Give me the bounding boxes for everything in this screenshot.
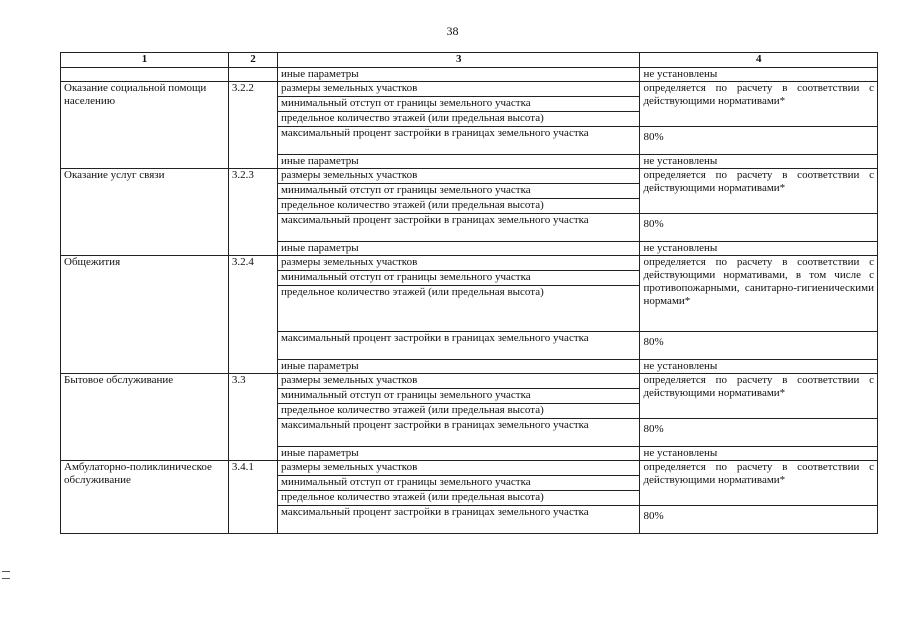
header-col-4: 4 <box>640 53 878 68</box>
norm-value-cell: определяется по расчету в соответствии с действующими нормативами* <box>640 461 878 506</box>
parameter-cell: предельное количество этажей (или предельная высота) <box>278 286 640 332</box>
norm-value-cell: определяется по расчету в соответствии с действующими нормативами* <box>640 82 878 127</box>
parameter-cell: предельное количество этажей (или предельная высота) <box>278 199 640 214</box>
parameter-cell: максимальный процент застройки в границах земельного участка <box>278 419 640 447</box>
table-row <box>61 461 878 476</box>
use-name-cell: Общежития <box>61 256 229 374</box>
parameter-cell: предельное количество этажей (или предельная высота) <box>278 404 640 419</box>
table-row <box>61 256 878 271</box>
parameter-cell: максимальный процент застройки в границах земельного участка <box>278 214 640 242</box>
value-cell: не установлены <box>640 68 878 82</box>
parameter-cell: иные параметры <box>278 447 640 461</box>
other-value-cell: не установлены <box>640 242 878 256</box>
percent-value: 80% <box>643 336 664 348</box>
percent-value-cell <box>640 127 878 155</box>
use-name-cell: Оказание социальной помощи населению <box>61 82 229 169</box>
parameter-cell: размеры земельных участков <box>278 169 640 184</box>
parameter-cell: размеры земельных участков <box>278 82 640 97</box>
parameter-cell: предельное количество этажей (или предельная высота) <box>278 491 640 506</box>
parameter-cell: максимальный процент застройки в границах земельного участка <box>278 127 640 155</box>
page-number: 38 <box>446 24 459 38</box>
table-row <box>61 82 878 97</box>
table-row <box>61 68 878 82</box>
percent-value: 80% <box>643 510 664 522</box>
parameter-cell: размеры земельных участков <box>278 461 640 476</box>
percent-value-cell <box>640 419 878 447</box>
parameter-cell: минимальный отступ от границы земельного участка <box>278 271 640 286</box>
parameter-cell: максимальный процент застройки в границах земельного участка <box>278 506 640 534</box>
code-cell: 3.2.2 <box>228 82 277 169</box>
other-value-cell: не установлены <box>640 360 878 374</box>
use-name-cell <box>61 68 229 82</box>
parameter-cell: иные параметры <box>278 68 640 82</box>
regulations-table <box>60 52 878 534</box>
header-col-2: 2 <box>228 53 277 68</box>
code-cell: 3.2.3 <box>228 169 277 256</box>
parameter-cell: размеры земельных участков <box>278 374 640 389</box>
margin-mark <box>2 571 10 579</box>
use-name-cell: Бытовое обслуживание <box>61 374 229 461</box>
percent-value-cell <box>640 214 878 242</box>
parameter-cell: минимальный отступ от границы земельного участка <box>278 476 640 491</box>
parameter-cell: минимальный отступ от границы земельного участка <box>278 97 640 112</box>
other-value-cell: не установлены <box>640 155 878 169</box>
other-value-cell: не установлены <box>640 447 878 461</box>
parameter-cell: иные параметры <box>278 155 640 169</box>
code-cell <box>228 68 277 82</box>
parameter-cell: минимальный отступ от границы земельного участка <box>278 389 640 404</box>
norm-value-cell: определяется по расчету в соответствии с действующими нормативами, в том числе с противопожарными, санитарно-гигиеническими нормами* <box>640 256 878 332</box>
header-col-1: 1 <box>61 53 229 68</box>
use-name-cell: Амбулаторно-поликлиническое обслуживание <box>61 461 229 534</box>
parameter-cell: иные параметры <box>278 242 640 256</box>
percent-value: 80% <box>643 423 664 435</box>
header-col-3: 3 <box>278 53 640 68</box>
code-cell: 3.3 <box>228 374 277 461</box>
table-row <box>61 169 878 184</box>
percent-value: 80% <box>643 131 664 143</box>
parameter-cell: минимальный отступ от границы земельного участка <box>278 184 640 199</box>
percent-value-cell <box>640 332 878 360</box>
norm-value-cell: определяется по расчету в соответствии с действующими нормативами* <box>640 374 878 419</box>
percent-value: 80% <box>643 218 664 230</box>
table-header-row <box>61 53 878 68</box>
parameter-cell: размеры земельных участков <box>278 256 640 271</box>
parameter-cell: иные параметры <box>278 360 640 374</box>
code-cell: 3.4.1 <box>228 461 277 534</box>
use-name-cell: Оказание услуг связи <box>61 169 229 256</box>
table-row <box>61 374 878 389</box>
parameter-cell: предельное количество этажей (или предельная высота) <box>278 112 640 127</box>
norm-value-cell: определяется по расчету в соответствии с действующими нормативами* <box>640 169 878 214</box>
parameter-cell: максимальный процент застройки в границах земельного участка <box>278 332 640 360</box>
code-cell: 3.2.4 <box>228 256 277 374</box>
percent-value-cell <box>640 506 878 534</box>
